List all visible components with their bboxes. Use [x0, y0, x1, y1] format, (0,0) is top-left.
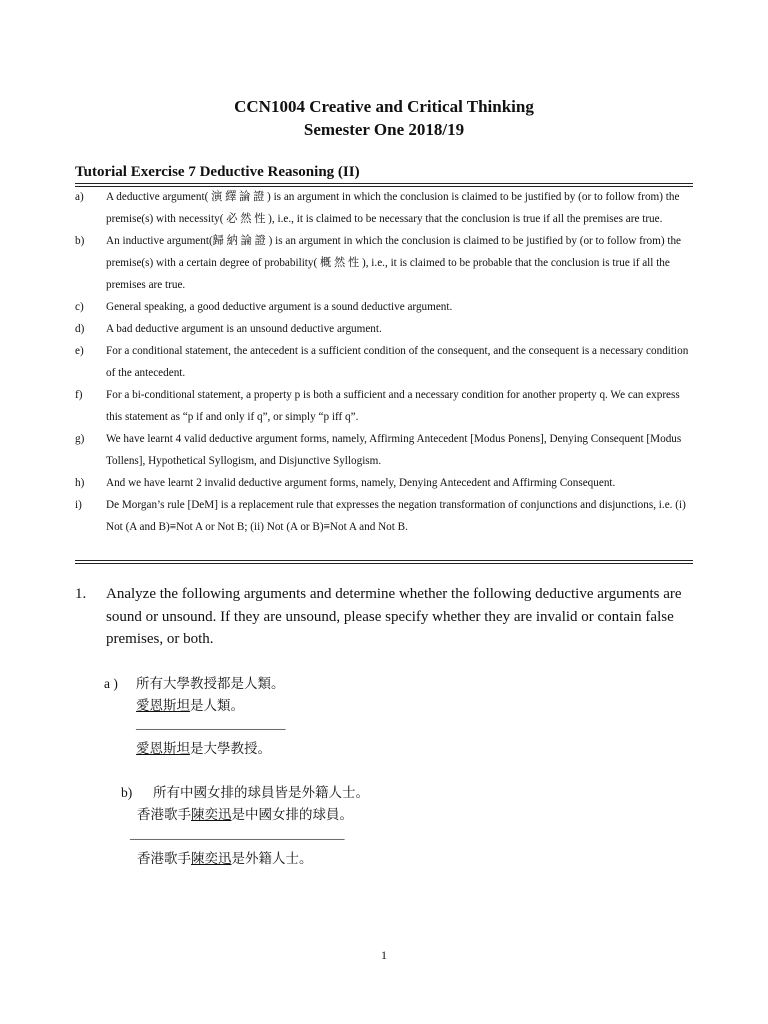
bottom-rule-2: [75, 563, 693, 564]
note-text: De Morgan’s rule [DeM] is a replacement rule that expresses the negation transformation of conjunctions and disjunctions, i.e. (i) Not (A and B)≡Not A or Not B; (ii) Not (A or B)≡Not A and Not B.: [106, 499, 686, 533]
note-item: [75, 384, 695, 428]
note-text: A bad deductive argument is an unsound deductive argument.: [106, 323, 382, 335]
arg-a-conclusion: [136, 738, 271, 760]
note-item: [75, 230, 695, 296]
note-label: a): [75, 191, 84, 203]
note-label: g): [75, 433, 85, 445]
note-item: [75, 494, 695, 538]
arg-a-conclusion-name: 愛恩斯坦: [136, 741, 190, 756]
arg-b-premise-1: 所有中國女排的球員皆是外籍人士。: [153, 785, 369, 800]
note-label: f): [75, 389, 83, 401]
arg-a-conclusion-rest: 是大學教授。: [190, 741, 271, 756]
top-rule-1: [75, 183, 693, 184]
note-text: General speaking, a good deductive argument is a sound deductive argument.: [106, 301, 453, 313]
arg-b-premise-2-rest: 是中國女排的球員。: [231, 807, 353, 822]
note-label: h): [75, 477, 85, 489]
tutorial-title: Tutorial Exercise 7 Deductive Reasoning (II): [75, 164, 360, 180]
note-label: e): [75, 345, 84, 357]
note-item: [75, 318, 695, 340]
notes-list: [75, 186, 695, 538]
arg-b-conclusion: [137, 848, 313, 870]
arg-b-conclusion-name: 陳奕迅: [191, 851, 232, 866]
arg-a-premise-2-name: 愛恩斯坦: [136, 698, 190, 713]
note-text: A deductive argument( 演 繹 論 證 ) is an argument in which the conclusion is claimed to be justified by (or to follow from) the premise(s) with necessity( 必 然 性 ), i.e., it is claimed to be necessary that the conclusion is true if all the premises are true.: [106, 191, 680, 225]
arg-b-premise-2-prefix: 香港歌手: [137, 807, 191, 822]
note-text: An inductive argument(歸 納 論 證 ) is an argument in which the conclusion is claimed to be justified by (or to follow from) the premise(s) with a certain degree of probability( 概 然 性 ), i.e., it is claimed to be probable that the conclusion is true if all the premises are true.: [106, 235, 682, 291]
arg-b-separator: _________________________________: [130, 826, 345, 841]
arg-a-premise-2: [136, 695, 244, 717]
arg-a-premise-2-rest: 是人類。: [190, 698, 244, 713]
question-1: [75, 583, 695, 651]
arg-b-conclusion-prefix: 香港歌手: [137, 851, 191, 866]
note-item: [75, 472, 695, 494]
note-label: c): [75, 301, 84, 313]
arg-a-premise-1: 所有大學教授都是人類。: [136, 676, 285, 691]
bottom-rule-1: [75, 560, 693, 561]
semester-title: Semester One 2018/19: [303, 120, 465, 139]
note-label: i): [75, 499, 82, 511]
note-text: We have learnt 4 valid deductive argument forms, namely, Affirming Antecedent [Modus Ponens], Denying Consequent [Modus Tollens], Hypothetical Syllogism, and Disjunctive Syllogism.: [106, 433, 682, 467]
question-text: Analyze the following arguments and determine whether the following deductive arguments are sound or unsound. If they are unsound, please specify whether they are invalid or contain false premises, or both.: [106, 586, 682, 647]
note-item: [75, 186, 695, 230]
note-text: And we have learnt 2 invalid deductive argument forms, namely, Denying Antecedent and Affirming Consequent.: [106, 477, 616, 489]
arg-b-premise-2: [137, 804, 353, 826]
arg-a-label: a ): [104, 676, 118, 691]
note-text: For a conditional statement, the antecedent is a sufficient condition of the consequent, and the consequent is a necessary condition of the antecedent.: [106, 345, 689, 379]
arg-a-separator: _______________________: [136, 716, 286, 731]
page-number: 1: [381, 948, 387, 962]
note-label: d): [75, 323, 85, 335]
note-item: [75, 296, 695, 318]
note-text: For a bi-conditional statement, a property p is both a sufficient and a necessary condition for another property q. We can express this statement as “p if and only if q”, or simply “p iff q”.: [106, 389, 680, 423]
course-title: CCN1004 Creative and Critical Thinking: [234, 97, 534, 116]
note-label: b): [75, 235, 85, 247]
arg-b-premise-2-name: 陳奕迅: [191, 807, 232, 822]
arg-b-conclusion-rest: 是外籍人士。: [231, 851, 313, 866]
note-item: [75, 428, 695, 472]
note-item: [75, 340, 695, 384]
arg-b-label: b): [121, 785, 133, 800]
question-number: 1.: [75, 586, 87, 602]
